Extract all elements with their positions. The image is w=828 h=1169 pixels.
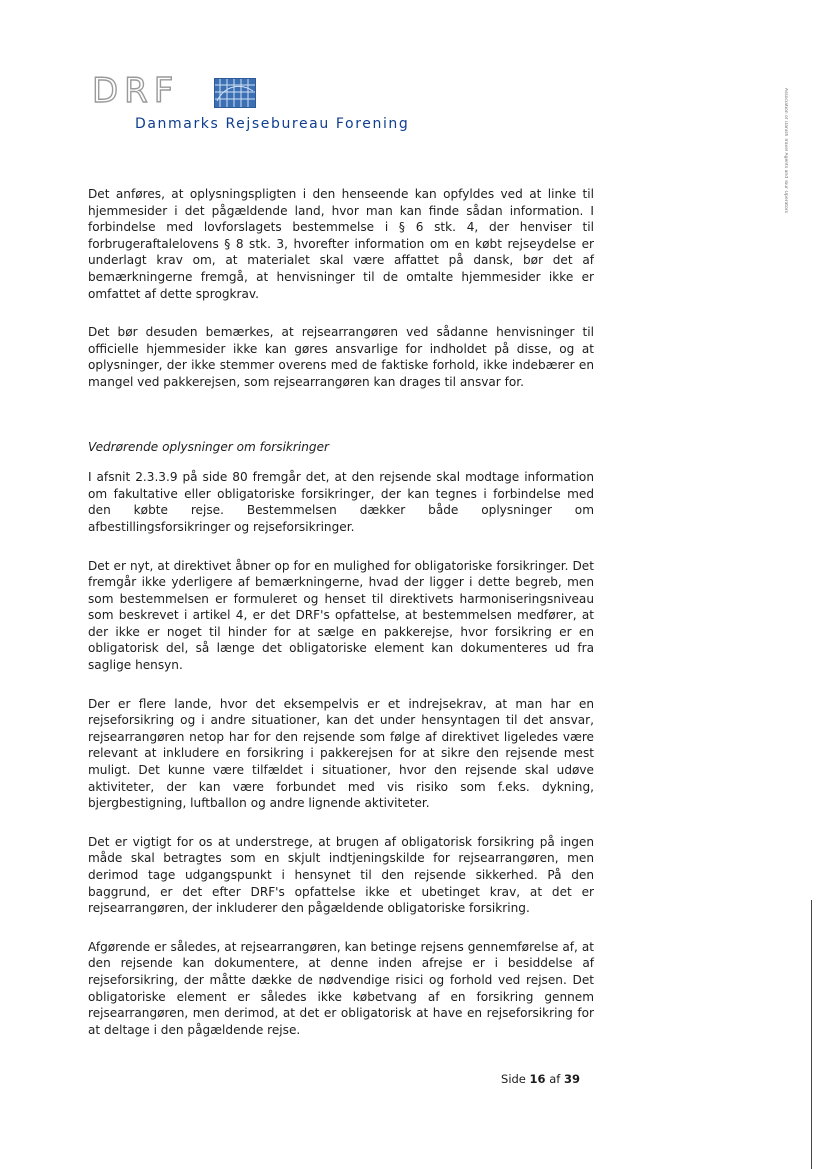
paragraph: Det er nyt, at direktivet åbner op for en mulighed for obligatoriske forsikringer. Det fremgår ikke yderligere af bemærkningerne, hvad der ligger i dette begreb, men som bestemmelsen er formuleret og henset til direktivets harmoniseringsniveau som beskrevet i artikel 4, er det DRF's opfattelse, at bestemmelsen medfører, at der ikke er noget til hinder for at sælge en pakkerejse, hvor forsikring er en obligatorisk del, så længe det obligatoriske element kan dokumenteres ud fra saglige hensyn. xyxy=(88,558,594,673)
scan-edge-line xyxy=(811,900,812,1169)
page-of: af xyxy=(549,1072,561,1086)
paragraph: Det anføres, at oplysningspligten i den henseende kan opfyldes ved at linke til hjemmesider i det pågældende land, hvor man kan finde sådan information. I forbindelse med lovforslagets bestemmelse i § 6 stk. 4, der henviser til forbrugeraftalelovens § 8 stk. 3, hvorefter information om en købt rejseydelse er underlagt krav om, at materialet skal være affattet på dansk, bør det af bemærkningerne fremgå, at henvisninger til de omtalte hjemmesider ikke er omfattet af dette sprogkrav. xyxy=(88,187,594,301)
logo-letters: DRF xyxy=(92,71,180,111)
logo-tagline: Danmarks Rejsebureau Forening xyxy=(135,116,410,132)
page-label: Side xyxy=(501,1072,526,1086)
paragraph: Det bør desuden bemærkes, at rejsearrangøren ved sådanne henvisninger til officielle hjemmesider ikke kan gøres ansvarlige for indholdet på disse, og at oplysninger, der ikke stemmer overens med de faktiske forhold, ikke indebærer en mangel ved pakkerejsen, som rejsearrangøren kan drages til ansvar for. xyxy=(88,325,594,389)
page-number xyxy=(480,1072,580,1086)
side-tagline: Association of Danish Travel Agents and Tour Operators xyxy=(783,88,788,213)
paragraph: Det er vigtigt for os at understrege, at brugen af obligatorisk forsikring på ingen måde skal betragtes som en skjult indtjeningskilde for rejsearrangøren, men derimod tage udgangspunkt i hensynet til den rejsende sikkerhed. På den baggrund, er det efter DRF's opfattelse ikke et ubetinget krav, at det er rejsearrangøren, der inkluderer den pågældende obligatoriske forsikring. xyxy=(88,834,594,916)
page-total: 39 xyxy=(563,1072,580,1086)
paragraph: Afgørende er således, at rejsearrangøren, kan betinge rejsens gennemførelse af, at den rejsende kan dokumentere, at denne inden afrejse er i besiddelse af rejseforsikring, der måtte dække de nødvendige risici og forhold ved rejsen. Det obligatoriske element er således ikke købetvang af en forsikring gennem rejsearrangøren, men derimod, at det er obligatorisk at have en rejseforsikring for at deltage i den pågældende rejse. xyxy=(88,939,594,1037)
body-text xyxy=(88,186,594,1060)
paragraph: Der er flere lande, hvor det eksempelvis er et indrejsekrav, at man har en rejseforsikring og i andre situationer, kan det under hensyntagen til det ansvar, rejsearrangøren netop har for den rejsende som følge af direktivet ligeledes være relevant at inkludere en forsikring i pakkerejsen for at sikre den rejsende mest muligt. Det kunne være tilfældet i situationer, hvor den rejsende skal udøve aktiviteter, der kan være forbundet med vis risiko som f.eks. dykning, bjergbestigning, luftballon og andre lignende aktiviteter. xyxy=(88,696,594,811)
section-heading: Vedrørende oplysninger om forsikringer xyxy=(88,439,330,454)
paragraph: I afsnit 2.3.3.9 på side 80 fremgår det, at den rejsende skal modtage information om fakultative eller obligatoriske forsikringer, der kan tegnes i forbindelse med den købte rejse. Bestemmelsen dækker både oplysninger om afbestillingsforsikringer og rejseforsikringer. xyxy=(88,470,594,534)
globe-icon xyxy=(214,78,256,108)
page-current: 16 xyxy=(529,1072,546,1086)
drf-logo xyxy=(92,71,452,134)
